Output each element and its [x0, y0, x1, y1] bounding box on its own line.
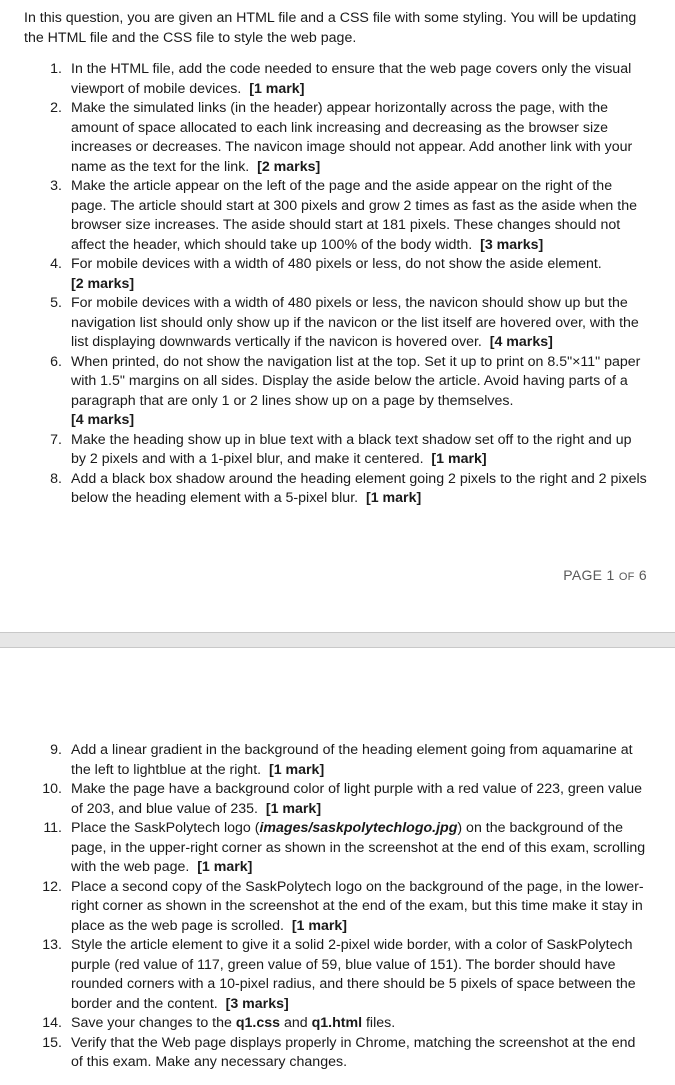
item-marks: [1 mark] — [197, 859, 253, 875]
list-item — [0, 1034, 675, 1073]
item-text: For mobile devices with a width of 480 pixels or less, the navicon should show up but the navigation list should only show up if the navicon or the list itself are hovered over, with the list displaying downwards vertically if the navicon is hovered over. — [71, 295, 639, 350]
item-marks: [3 marks] — [225, 995, 289, 1012]
list-item — [0, 177, 675, 255]
footer-page-num: 1 — [606, 567, 615, 583]
footer-of-word: OF — [618, 571, 635, 583]
css-filename: q1.css — [235, 1015, 281, 1031]
footer-page-word: PAGE — [563, 567, 603, 583]
question-list-page-2 — [0, 741, 675, 1073]
item-number: 4. — [50, 256, 62, 272]
item-text: Add a linear gradient in the background of the heading element going from aquamarine at the left to lightblue at the right. — [71, 742, 633, 778]
logo-filename: images/saskpolytechlogo.jpg — [259, 820, 458, 836]
item-text: Make the heading show up in blue text with a black text shadow set off to the right and up by 2 pixels and with a 1-pixel blur, and make it centered. — [71, 431, 632, 467]
item-marks: [4 marks] — [489, 334, 553, 350]
item-number: 10. — [42, 781, 62, 797]
item-text: Make the article appear on the left of the page and the aside appear on the right of the page. The article should start at 300 pixels and grow 2 times as fast as the aside when the browser size increases. The aside should start at 181 pixels. These changes should not affect the header, which should take up 100% of the body width. — [71, 178, 637, 253]
item-number: 2. — [50, 100, 62, 116]
item-marks: [2 marks] — [257, 158, 321, 175]
item-marks: [2 marks] — [71, 275, 135, 292]
item-number: 14. — [42, 1015, 62, 1031]
list-item — [0, 353, 675, 431]
list-item — [0, 60, 675, 99]
item-text: Verify that the Web page displays properly in Chrome, matching the screenshot at the end of this exam. Make any necessary changes. — [71, 1034, 636, 1070]
item-marks: [3 marks] — [480, 236, 544, 253]
item-number: 13. — [42, 937, 62, 953]
html-filename: q1.html — [311, 1015, 363, 1031]
item-text-before: Save your changes to the — [71, 1015, 236, 1031]
list-item — [0, 431, 675, 470]
item-number: 5. — [50, 295, 62, 311]
item-text: For mobile devices with a width of 480 pixels or less, do not show the aside element. — [71, 256, 602, 272]
item-number: 11. — [43, 820, 62, 836]
item-text: When printed, do not show the navigation list at the top. Set it up to print on 8.5"×11" paper with 1.5" margins on all sides. Display the aside below the article. Avoid having parts of a paragraph that are only 1 or 2 lines show up on a page by themselves. — [71, 353, 641, 409]
item-marks: [1 mark] — [265, 800, 322, 817]
item-number: 8. — [50, 470, 62, 487]
item-text: In the HTML file, add the code needed to ensure that the web page covers only the visual viewport of mobile devices. — [71, 61, 632, 97]
item-text: Style the article element to give it a solid 2-pixel wide border, with a color of SaskPolytech purple (red value of 117, green value of 59, blue value of 151). The border should have rounded corners with a 10-pixel radius, and there should be 5 pixels of space between the border and the content. — [71, 937, 636, 1012]
item-number: 6. — [50, 353, 62, 370]
item-marks: [1 mark] — [268, 761, 325, 778]
item-text-after: files. — [362, 1015, 396, 1031]
item-number: 7. — [50, 431, 62, 448]
list-item — [0, 294, 675, 353]
item-number: 3. — [50, 178, 62, 194]
item-number: 1. — [50, 61, 62, 77]
item-text: Make the page have a background color of light purple with a red value of 223, green value of 203, and blue value of 235. — [71, 781, 643, 817]
item-number: 15. — [42, 1034, 62, 1051]
footer-total: 6 — [638, 567, 647, 583]
item-text-before: Place the SaskPolytech logo ( — [71, 820, 260, 836]
page-separator — [0, 632, 675, 648]
item-marks: [4 marks] — [71, 412, 135, 428]
list-item — [0, 470, 675, 509]
item-text: Add a black box shadow around the heading element going 2 pixels to the right and 2 pixels below the heading element with a 5-pixel blur. — [71, 470, 647, 506]
item-text: Place a second copy of the SaskPolytech logo on the background of the page, in the lower-right corner as shown in the screenshot at the end of the exam, but this time make it stay in place as the web page is scrolled. — [71, 878, 644, 934]
list-item — [0, 1014, 675, 1034]
page-number-footer — [563, 567, 647, 583]
item-marks: [1 mark] — [249, 80, 305, 97]
list-item — [0, 878, 675, 937]
item-marks: [1 mark] — [365, 490, 422, 506]
item-text-mid: and — [280, 1015, 312, 1031]
list-item — [0, 741, 675, 780]
intro-paragraph: In this question, you are given an HTML file and a CSS file with some styling. You will be updating the HTML file and the CSS file to style the web page. — [24, 10, 637, 46]
list-item — [0, 936, 675, 1014]
document-page-2 — [0, 648, 675, 1085]
item-number: 9. — [50, 742, 62, 758]
item-marks: [1 mark] — [431, 451, 487, 467]
item-text-after: ) on the background of the page, in the upper-right corner as shown in the screenshot at the end of this exam, scrolling with the web page. — [71, 820, 646, 875]
question-list-page-1 — [0, 60, 675, 509]
item-number: 12. — [42, 878, 62, 895]
list-item — [0, 99, 675, 177]
list-item — [0, 780, 675, 819]
list-item — [0, 255, 675, 294]
item-marks: [1 mark] — [291, 917, 348, 934]
list-item — [0, 819, 675, 878]
item-text: Make the simulated links (in the header) appear horizontally across the page, with the amount of space allocated to each link increasing and decreasing as the browser size increases or decreases. The navicon image should not appear. Add another link with your name as the text for the link. — [71, 100, 633, 175]
